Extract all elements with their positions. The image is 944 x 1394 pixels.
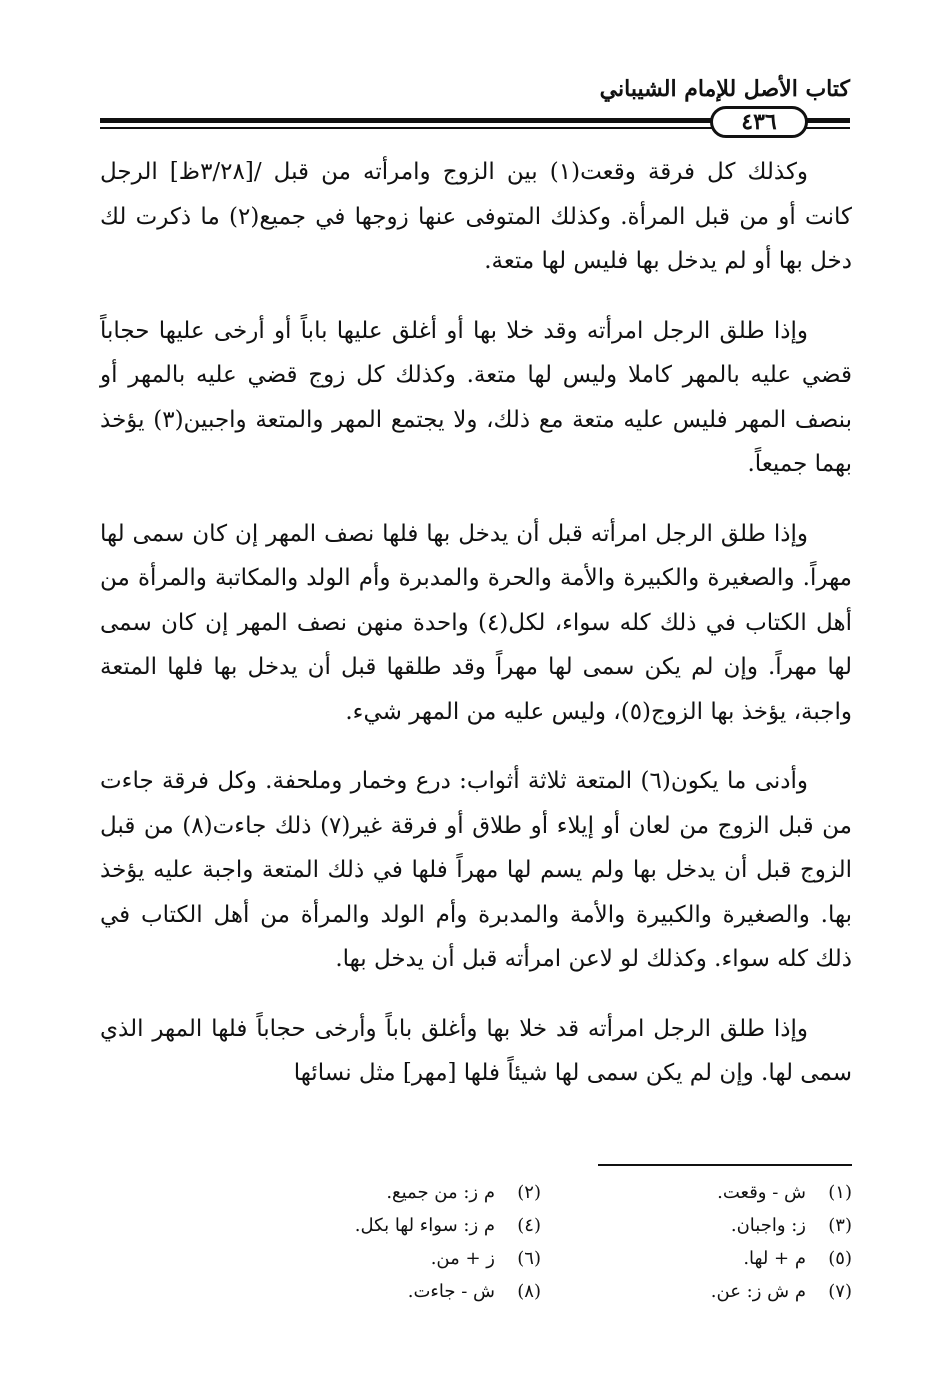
footnote-number: (٢) [517, 1182, 541, 1203]
paragraph: وإذا طلق الرجل امرأته وقد خلا بها أو أغلق عليها باباً أو أرخى عليها حجاباً قضي عليه بالمهر كاملا وليس لها متعة. وكذلك كل زوج قضي عليه بالمهر أو بنصف المهر فليس عليه متعة مع ذلك، ولا يجتمع المهر والمتعة واجبين(٣) يؤخذ بهما جميعاً. [100, 317, 852, 477]
footnote-number: (٤) [517, 1215, 541, 1236]
footnote-text: ز: واجبان. [730, 1215, 806, 1236]
main-text [100, 150, 852, 1121]
footnote-item [561, 1176, 852, 1209]
running-header-title: كتاب الأصل للإمام الشيباني [599, 76, 850, 102]
footnote-number: (٣) [828, 1215, 852, 1236]
footnote-number: (١) [828, 1182, 852, 1203]
paragraph: وأدنى ما يكون(٦) المتعة ثلاثة أثواب: درع وخمار وملحفة. وكل فرقة جاءت من قبل الزوج من لعان أو إيلاء أو طلاق أو فرقة غير(٧) ذلك جاءت(٨) من قبل الزوج قبل أن يدخل بها ولم يسم لها مهراً فلها في ذلك المتعة واجبة عليه يؤخذ بها. والصغيرة والكبيرة والأمة والمدبرة وأم الولد والمرأة من أهل الكتاب في ذلك كله سواء. وكذلك لو لاعن امرأته قبل أن يدخل بها. [100, 768, 852, 972]
footnote-item [561, 1242, 852, 1275]
footnote-item [250, 1209, 541, 1242]
footnote-number: (٧) [828, 1281, 852, 1302]
footnote-item [250, 1242, 541, 1275]
footnote-text: ش - وقعت. [717, 1182, 806, 1203]
footnote-text: م ز: سواء لها بكل. [354, 1215, 495, 1236]
paragraph: وإذا طلق الرجل امرأته قبل أن يدخل بها فلها نصف المهر إن كان سمى لها مهراً. والصغيرة والكبيرة والأمة والحرة والمدبرة وأم الولد والمكاتبة والمرأة من أهل الكتاب في ذلك كله سواء، لكل(٤) واحدة منهن نصف المهر إن كان سمى لها مهراً. وإن لم يكن سمى لها مهراً وقد طلقها قبل أن يدخل بها فلها المتعة واجبة، يؤخذ بها الزوج(٥)، وليس عليه من المهر شيء. [100, 520, 852, 725]
footnote-number: (٥) [828, 1248, 852, 1269]
footnote-number: (٨) [517, 1281, 541, 1302]
paragraph: وإذا طلق الرجل امرأته قد خلا بها وأغلق باباً وأرخى حجاباً فلها المهر الذي سمى لها. وإن لم يكن سمى لها شيئاً فلها [مهر] مثل نسائها [100, 1015, 852, 1086]
footnote-item [250, 1275, 541, 1308]
footnote-item [561, 1275, 852, 1308]
footnotes [250, 1176, 852, 1308]
page-number [710, 106, 808, 138]
paragraph: وكذلك كل فرقة وقعت(١) بين الزوج وامرأته من قبل /[٣/٢٨ظ] الرجل كانت أو من قبل المرأة. وكذلك المتوفى عنها زوجها في جميع(٢) ما ذكرت لك دخل بها أو لم يدخل بها فليس لها متعة. [100, 159, 852, 274]
footnote-text: م + لها. [743, 1248, 806, 1269]
footnote-item [250, 1176, 541, 1209]
footnote-text: م ز: من جميع. [386, 1182, 495, 1203]
footnote-text: ز + من. [430, 1248, 495, 1269]
footnote-number: (٦) [517, 1248, 541, 1269]
page-number-text: ٤٣٦ [741, 109, 777, 135]
footnote-item [561, 1209, 852, 1242]
footnote-text: ش - جاءت. [407, 1281, 495, 1302]
footnote-separator [598, 1164, 852, 1166]
footnote-text: م ش ز: عن. [710, 1281, 806, 1302]
